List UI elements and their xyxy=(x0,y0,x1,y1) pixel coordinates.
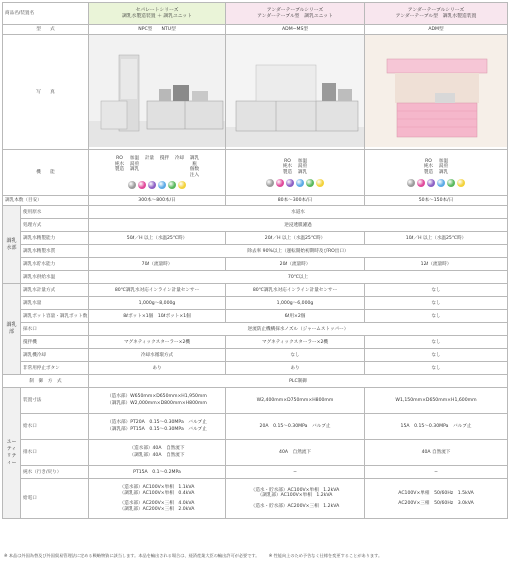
footnote-export: ※ 本品は外国為替及び外国貿易管理法に定める戦略物資に該当します。本品を輸出される場合は、経済産業大臣の輸出許可が必要です。 xyxy=(4,553,260,558)
row-inlet-1: （造水部）PT20A 0.15〜0.30MPa バルブ止 （調乳部）PT15A 0.15〜0.30MPa バルブ止 xyxy=(89,414,226,440)
row-nozzle-value: 逆流防止機構採水ノズル（ジャームストッパー） xyxy=(89,323,508,336)
function-dot-icon xyxy=(447,179,455,187)
section-water: 調乳水部 xyxy=(3,206,21,284)
function-dot-icon xyxy=(168,181,176,189)
row-source-label: 使用原水 xyxy=(21,206,89,219)
photo-label: 写 真 xyxy=(3,35,89,150)
function-dot-icon xyxy=(266,179,274,187)
row-volume-3: なし xyxy=(365,297,508,310)
function-dot-icon xyxy=(148,181,156,189)
function-dot-icon xyxy=(286,179,294,187)
row-emergency-1: あり xyxy=(89,362,226,375)
model-3: ADM型 xyxy=(365,25,508,35)
row-inlet-3: 15A 0.15〜0.30MPa バルブ止 xyxy=(365,414,508,440)
row-capacity-3: 10ℓ／H 以上（水温25℃時） xyxy=(365,232,508,245)
row-inlet-label: 給水口 xyxy=(21,414,89,440)
row-drain-2: 40A 自然流下 xyxy=(226,440,365,466)
header-label: 商品名/装置名 xyxy=(3,3,89,25)
function-item-label: 調乳瓶 個数 注入 xyxy=(189,156,200,178)
series-header-2: アンダーテーブルシリーズ アンダーテーブル型 調乳ユニット xyxy=(226,3,365,25)
row-metering-2: 80℃調乳水対応インライン計量センサー xyxy=(226,284,365,297)
row-volume-2: 1,000g〜6,000g xyxy=(226,297,365,310)
row-emergency-3: なし xyxy=(365,362,508,375)
row-dimensions-2: W2,400mm×D750mm×H800mm xyxy=(226,388,365,414)
row-temp-label: 調乳水供給水温 xyxy=(21,271,89,284)
row-coolant-3: − xyxy=(365,466,508,479)
row-storage-2: 20ℓ（流量時） xyxy=(226,258,365,271)
row-stirring-3: なし xyxy=(365,336,508,349)
row-cooling-1: 冷却水循環方式 xyxy=(89,349,226,362)
model-2: ADM−MS型 xyxy=(226,25,365,35)
row-drain-label: 排水口 xyxy=(21,440,89,466)
function-item-label: 加温 湯煎 調乳 xyxy=(129,156,140,173)
row-cooling-3: なし xyxy=(365,349,508,362)
row-dimensions-1: （造水部）W650mm×D650mm×H1,950mm （調乳部）W2,000mm×D800mm×H800mm xyxy=(89,388,226,414)
function-dot-icon xyxy=(427,179,435,187)
model-label: 型 式 xyxy=(3,25,89,35)
row-drain-1: （造水部）40A 自然流下 （調乳部）40A 自然流下 xyxy=(89,440,226,466)
row-storage-3: 12ℓ（流量時） xyxy=(365,258,508,271)
row-source-value: 水道水 xyxy=(89,206,508,219)
bottles-3: 50本〜150本/日 xyxy=(365,196,508,206)
function-item-label: RO 純水 製造 xyxy=(114,156,125,173)
series-header-3: アンダーテーブルシリーズ アンダーテーブル型 調乳水製造装置 xyxy=(365,3,508,25)
row-cooling-label: 調乳機冷却 xyxy=(21,349,89,362)
row-stirring-1: マグネティックスターラー×2機 xyxy=(89,336,226,349)
function-dot-icon xyxy=(128,181,136,189)
row-capacity-1: 50ℓ／H 以上（水温25℃時） xyxy=(89,232,226,245)
function-dot-icon xyxy=(457,179,465,187)
row-drain-3: 40A 自然流下 xyxy=(365,440,508,466)
row-control-label: 制 御 方 式 xyxy=(3,375,89,388)
function-dot-icon xyxy=(276,179,284,187)
function-dot-icon xyxy=(417,179,425,187)
row-quality-value: 除去率 90%以上（運転開始初期時及びRO出口） xyxy=(89,245,508,258)
row-control-value: PLC制御 xyxy=(89,375,508,388)
function-item-label: 冷却 xyxy=(174,156,185,162)
function-dot-icon xyxy=(178,181,186,189)
row-dimensions-label: 装置寸法 xyxy=(21,388,89,414)
undertable-unit-illustration xyxy=(226,35,365,147)
product-photo-adm-ms xyxy=(226,35,365,150)
section-prep: 調乳部 xyxy=(3,284,21,375)
function-dot-icon xyxy=(407,179,415,187)
row-storage-label: 調乳水貯水能力 xyxy=(21,258,89,271)
row-emergency-2: あり xyxy=(226,362,365,375)
separate-unit-illustration xyxy=(89,35,226,147)
row-temp-value: 70℃以上 xyxy=(89,271,508,284)
row-pot-3: なし xyxy=(365,310,508,323)
row-quality-label: 調乳水精製水質 xyxy=(21,245,89,258)
row-volume-label: 調乳水量 xyxy=(21,297,89,310)
row-capacity-label: 調乳水精製能力 xyxy=(21,232,89,245)
row-volume-1: 1,000g〜8,000g xyxy=(89,297,226,310)
section-utility: ユーティリティー xyxy=(3,388,21,519)
water-unit-illustration xyxy=(365,35,508,147)
row-cooling-2: なし xyxy=(226,349,365,362)
function-item-label: RO 純水 製造 xyxy=(423,158,434,175)
row-stirring-label: 撹拌機 xyxy=(21,336,89,349)
row-inlet-2: 20A 0.15〜0.30MPa バルブ止 xyxy=(226,414,365,440)
footnote-spec-change: ※ 性能向上のため予告なく仕様を変更することがあります。 xyxy=(268,553,383,558)
row-metering-3: なし xyxy=(365,284,508,297)
function-cell-2 xyxy=(226,150,365,196)
row-capacity-2: 20ℓ／H 以上（水温25℃時） xyxy=(226,232,365,245)
model-1: NPC型 NTU型 xyxy=(89,25,226,35)
function-dot-icon xyxy=(306,179,314,187)
row-coolant-1: PT15A 0.1〜0.2MPa xyxy=(89,466,226,479)
row-pot-2: 6ℓ用×2個 xyxy=(226,310,365,323)
function-dot-icon xyxy=(296,179,304,187)
series-header-1: セパレートシリーズ 調乳水製造装置 ＋ 調乳ユニット xyxy=(89,3,226,25)
function-cell-3 xyxy=(365,150,508,196)
function-dot-icon xyxy=(138,181,146,189)
function-item-label: 加温 湯煎 調乳 xyxy=(438,158,449,175)
product-photo-adm xyxy=(365,35,508,150)
row-dimensions-3: W1,150mm×D650mm×H1,600mm xyxy=(365,388,508,414)
bottles-2: 80本〜300本/日 xyxy=(226,196,365,206)
function-dot-icon xyxy=(316,179,324,187)
row-nozzle-label: 採水口 xyxy=(21,323,89,336)
function-label: 機 能 xyxy=(3,150,89,196)
product-photo-npc xyxy=(89,35,226,150)
function-dot-icon xyxy=(437,179,445,187)
row-stirring-2: マグネティックスターラー×2機 xyxy=(226,336,365,349)
row-emergency-label: 非常用停止ボタン xyxy=(21,362,89,375)
row-metering-label: 調乳水計量方式 xyxy=(21,284,89,297)
bottles-label: 調乳本数（目安） xyxy=(3,196,89,206)
row-method-value: 逆浸透膜濾過 xyxy=(89,219,508,232)
footnotes xyxy=(4,553,506,558)
row-pot-label: 調乳ポット容量・調乳ポット数 xyxy=(21,310,89,323)
row-power-3: AC100V×単相 50/60Hz 1.5kVA AC200V×三相 50/60Hz 3.0kVA xyxy=(365,479,508,519)
row-power-label: 給電口 xyxy=(21,479,89,519)
row-method-label: 処理方式 xyxy=(21,219,89,232)
bottles-1: 300本〜800本/日 xyxy=(89,196,226,206)
spec-table xyxy=(2,2,508,519)
function-item-label: 計量 xyxy=(144,156,155,162)
row-storage-1: 70ℓ（流量時） xyxy=(89,258,226,271)
row-pot-1: 8ℓポット×1個 10ℓポット×1個 xyxy=(89,310,226,323)
function-item-label: 加温 湯煎 調乳 xyxy=(297,158,308,175)
function-item-label: RO 純水 製造 xyxy=(282,158,293,175)
function-cell-1 xyxy=(89,150,226,196)
row-metering-1: 80℃調乳水対応インライン計量センサー xyxy=(89,284,226,297)
function-dot-icon xyxy=(158,181,166,189)
row-power-2: （造水・貯水部）AC100V×単相 1.2kVA （調乳部）AC100V×単相 1.2kVA （造水・貯水部）AC200V×三相 1.2kVA xyxy=(226,479,365,519)
function-item-label: 撹拌 xyxy=(159,156,170,162)
row-power-1: （造水部）AC100V×単相 1.1kVA （調乳部）AC100V×単相 0.4kVA （造水部）AC200V×三相 4.0kVA （調乳部）AC200V×三相 2.0kVA xyxy=(89,479,226,519)
row-coolant-2: − xyxy=(226,466,365,479)
row-coolant-label: 純水（行き/戻り） xyxy=(21,466,89,479)
